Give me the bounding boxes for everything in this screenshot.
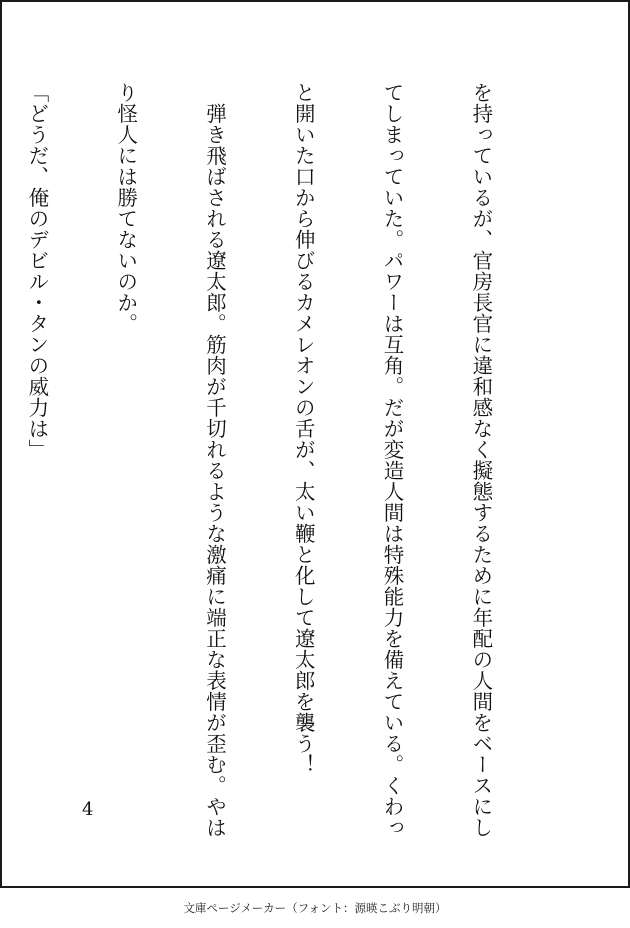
text-line: と開いた口から伸びるカメレオンの舌が、太い鞭と化して遼太郎を襲う！: [291, 82, 316, 775]
body-text: [0, 82, 554, 838]
text-line: り怪人には勝てないのか。: [113, 82, 138, 334]
text-line: てしまっていた。パワーは互角。だが変造人間は特殊能力を備えている。くわっ: [380, 82, 405, 838]
text-line: 「どうだ、俺のデビル・タンの威力は」: [24, 82, 49, 460]
text-line: を持っているが、官房長官に違和感なく擬態するために年配の人間をベースにし: [468, 82, 493, 838]
page-number: 4: [82, 799, 94, 820]
text-line: 弾き飛ばされる遼太郎。筋肉が千切れるような激痛に端正な表情が歪む。やは: [202, 82, 227, 838]
footer-credit: 文庫ページメーカー（フォント：源暎こぶり明朝）: [183, 901, 447, 915]
